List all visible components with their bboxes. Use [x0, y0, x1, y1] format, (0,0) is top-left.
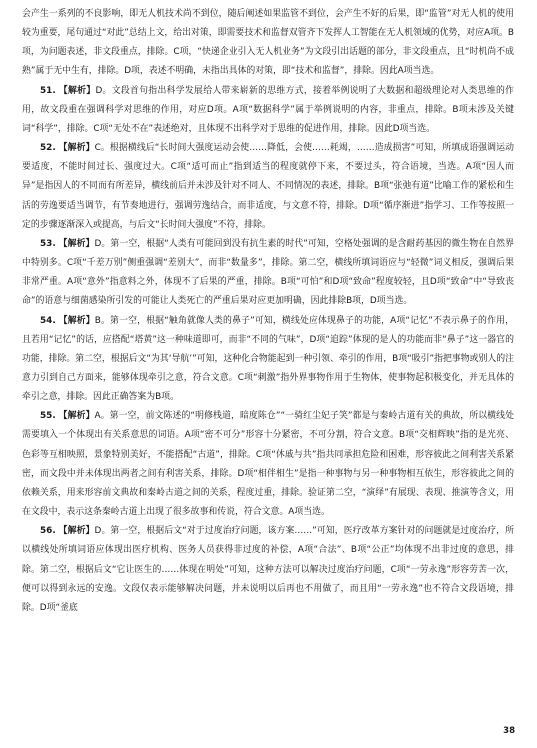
analysis-tag: 【解析】 — [58, 238, 95, 249]
paragraph-text: B。第一空，根据“触角就像人类的鼻子”可知，横线处应体现鼻子的功能，A项“记忆”不表示鼻子的作用，且若用“记忆”的话，应搭配“塔黄”这一种味道即可，而非“不同的气味”，D项“追踪”体现的是人的功能而非“鼻子”这一器官的功能，排除。第二空，根据后文“为其‘导航’”可知，这种化合物能起到一种引领、牵引的作用，B项“吸引”指把事物或别人的注意力引到自己方面来，能够体现牵引之意，符合文意。C项“刺激”指外界事物作用于生物体，使事物起积极变化，并无具体的牵引之意，排除。因此正确答案为B项。 — [22, 315, 515, 403]
analysis-tag: 【解析】 — [58, 526, 95, 537]
explanation-52 — [22, 139, 514, 235]
question-number: 54. — [40, 315, 56, 326]
paragraph-text: D。第一空，根据“人类有可能回到没有抗生素的时代”可知，空格处强调的是含耐药基因的微生物在自然界中特别多。C项“千差万别”侧重强调“差别大”，而非“数量多”，排除。第二空，横线所填词语应与“轻微”词义相反，强调后果非常严重。A项“意外”指意料之外，体现不了后果的严重，排除。B项“可怕”和D项“致命”程度较轻，且D项“致命”中“导致丧命”的语意与细菌感染所引发的可能让人类死亡的严重后果对应更加明确，因此排除B项，D项当选。 — [22, 238, 515, 307]
analysis-tag: 【解析】 — [58, 315, 95, 326]
explanation-56 — [22, 522, 514, 618]
paragraph-text: D。文段首句指出科学发展给人带来崭新的思维方式，接着举例说明了大数据和超级理论对人类思维的作用，故文段重在强调科学对思维的作用，对应D项。A项“数据科学”属于举例说明的内容，非重点，排除。B项未涉及关键词“科学”，排除。C项“无处不在”表述绝对，且体现不出科学对于思维的促进作用，排除。因此D项当选。 — [22, 85, 515, 134]
paragraph-text: A。第一空，前文陈述的“明修栈道，暗度陈仓”“一骑红尘妃子笑”都是与秦岭古道有关的典故，所以横线处需要填入一个体现出有关系意思的词语。A项“密不可分”形容十分紧密，不可分割，符合文意。B项“交相辉映”指的是光亮、色彩等互相映照，景象特别美好，不能搭配“古道”，排除。C项“休戚与共”指共同承担危险和困难，形容彼此之间利害关系紧密，而文段中并未体现出两者之间有利害关系，排除。D项“相伴相生”是指一种事物与另一种事物相互依生，形容彼此之间的依赖关系，用来形容前文典故和秦岭古道之间的关系，程度过重，排除。验证第二空，“演绎”有展现、表现、推演等含义，用在文段中，表示这条秦岭古道上出现了很多故事和传说，符合文意。A项当选。 — [22, 411, 514, 518]
explanation-55 — [22, 407, 514, 522]
question-number: 52. — [40, 143, 56, 154]
question-number: 51. — [40, 85, 56, 96]
analysis-tag: 【解析】 — [58, 143, 95, 154]
question-number: 56. — [40, 526, 56, 537]
question-number: 55. — [40, 411, 56, 422]
paragraph-text: C。根据横线后“长时间大强度运动会使……降低，会使……耗竭，……造成损害”可知，所填成语强调运动要适度，不能时间过长、强度过大。C项“适可而止”指到适当的程度就停下来，不要过头，符合语境，当选。A项“因人而异”是指因人的不同而有所差异，横线前后并未涉及针对不同人、不同情况的表述，排除。B项“张弛有道”比喻工作的紧松和生活的劳逸要适当调节，有节奏地进行，强调劳逸结合，而非适度，与文意不符，排除。D项“循序渐进”指学习、工作等按照一定的步骤逐渐深入或提高，与后文“长时间大强度”不符，排除。 — [22, 143, 515, 230]
answer-explanations — [22, 5, 514, 618]
question-number: 53. — [40, 238, 56, 249]
paragraph-text: 会产生一系列的不良影响，即无人机技术尚不到位，随后阐述如果监管不到位，会产生不好的后果，即“监管”对无人机的使用较为重要，尾句通过“对此”总结上文，给出对策，即需要技术和监督双管齐下发挥人工智能在无人机领域的优势，对应A项。B项，为问题表述，非文段重点，排除。C项，“快递企业引入无人机业务”为文段引出话题的部分，非文段重点，且“时机尚不成熟”属于无中生有，排除。D项，表述不明确，未指出具体的对策，即“技术和监督”，排除。因此A项当选。 — [22, 9, 514, 77]
explanation-53 — [22, 235, 514, 312]
analysis-tag: 【解析】 — [58, 85, 96, 96]
paragraph-50-continued — [22, 5, 514, 82]
explanation-51 — [22, 82, 514, 139]
explanation-54 — [22, 312, 514, 408]
paragraph-text: D。第一空，根据后文“对于过度治疗问题，该方案……”可知，医疗改革方案针对的问题就是过度治疗，所以横线处所填词语应体现出医疗机构、医务人员获得非过度的补偿，A项“合法”、B项“公正”均体现不出非过度的意思，排除。第二空，根据后文“它让医生的……体现在明处”可知，这种方法可以解决过度治疗问题，C项“一劳永逸”形容劳苦一次，便可以得到永远的安逸。文段仅表示能够解决问题，并未说明以后再也不用做了，而且用“一劳永逸”也不符合文段语境，排除。D项“釜底 — [22, 526, 515, 613]
analysis-tag: 【解析】 — [58, 411, 95, 422]
page-number: 38 — [503, 726, 515, 736]
